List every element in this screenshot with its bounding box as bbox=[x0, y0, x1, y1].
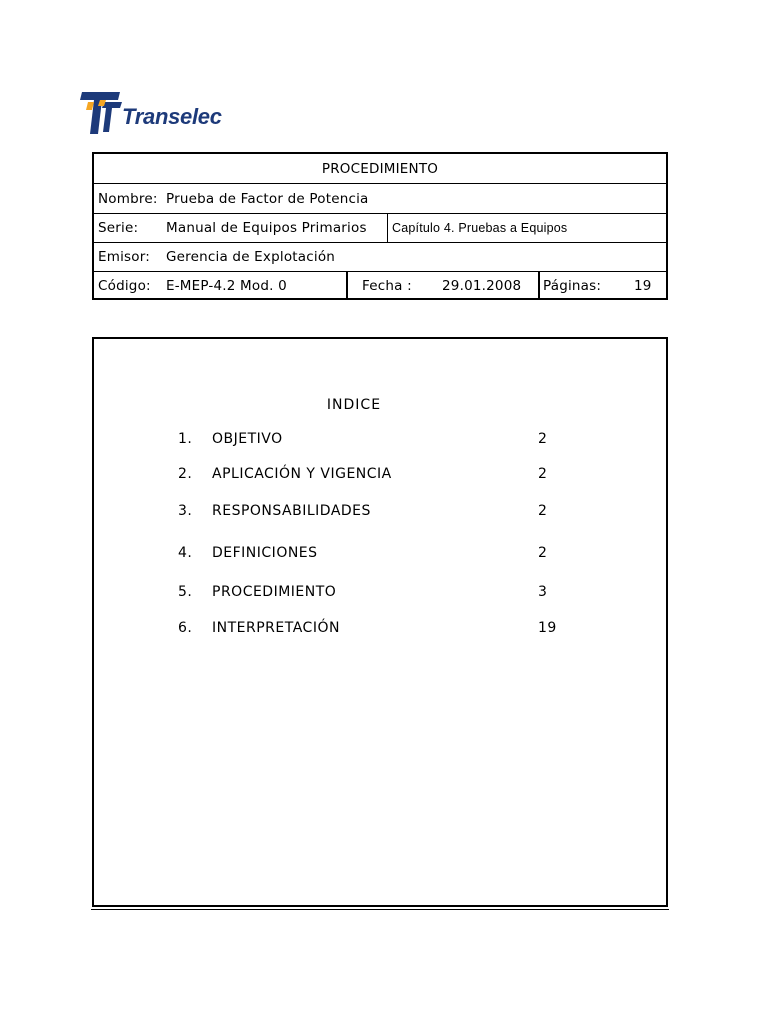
transelec-logo-icon bbox=[80, 88, 124, 136]
capitulo-value: Capítulo 4. Pruebas a Equipos bbox=[392, 221, 568, 235]
index-item-label: INTERPRETACIÓN bbox=[212, 620, 340, 636]
serie-row bbox=[94, 214, 666, 243]
index-item-label: DEFINICIONES bbox=[212, 545, 318, 561]
company-logo bbox=[80, 88, 250, 138]
index-item-label: APLICACIÓN Y VIGENCIA bbox=[212, 466, 392, 482]
index-box bbox=[92, 337, 668, 907]
index-item-number: 5. bbox=[178, 584, 193, 600]
codigo-divider bbox=[346, 272, 348, 300]
index-item-label: OBJETIVO bbox=[212, 431, 283, 447]
index-item-page: 2 bbox=[538, 545, 548, 561]
index-item bbox=[94, 503, 666, 523]
serie-divider bbox=[387, 214, 388, 242]
codigo-value: E-MEP-4.2 Mod. 0 bbox=[166, 278, 287, 294]
emisor-row bbox=[94, 243, 666, 272]
emisor-label: Emisor: bbox=[98, 249, 150, 265]
codigo-label: Código: bbox=[98, 278, 151, 294]
index-item bbox=[94, 545, 666, 565]
nombre-label: Nombre: bbox=[98, 191, 158, 207]
index-item-page: 2 bbox=[538, 466, 548, 482]
index-item-page: 2 bbox=[538, 503, 548, 519]
index-item-label: PROCEDIMIENTO bbox=[212, 584, 337, 600]
nombre-value: Prueba de Factor de Potencia bbox=[166, 191, 369, 207]
serie-value: Manual de Equipos Primarios bbox=[166, 220, 367, 236]
index-item bbox=[94, 620, 666, 640]
index-item-label: RESPONSABILIDADES bbox=[212, 503, 371, 519]
index-item-page: 19 bbox=[538, 620, 557, 636]
index-item bbox=[94, 431, 666, 451]
logo-text: Transelec bbox=[122, 104, 222, 129]
procedure-header-table bbox=[92, 152, 668, 300]
fecha-divider bbox=[538, 272, 540, 300]
index-item bbox=[94, 466, 666, 486]
nombre-row bbox=[94, 184, 666, 214]
index-item-number: 4. bbox=[178, 545, 193, 561]
paginas-value: 19 bbox=[634, 278, 652, 294]
procedure-title: PROCEDIMIENTO bbox=[321, 161, 439, 177]
index-item-number: 2. bbox=[178, 466, 193, 482]
fecha-value: 29.01.2008 bbox=[442, 278, 522, 294]
serie-label: Serie: bbox=[98, 220, 139, 236]
index-title: INDICE bbox=[326, 397, 382, 413]
index-item-page: 2 bbox=[538, 431, 548, 447]
index-item-number: 3. bbox=[178, 503, 193, 519]
index-item-page: 3 bbox=[538, 584, 548, 600]
codigo-row bbox=[94, 272, 666, 300]
fecha-label: Fecha : bbox=[362, 278, 412, 294]
index-item-number: 1. bbox=[178, 431, 193, 447]
header-title-row bbox=[94, 154, 666, 184]
paginas-label: Páginas: bbox=[543, 278, 602, 294]
index-item bbox=[94, 584, 666, 604]
emisor-value: Gerencia de Explotación bbox=[166, 249, 336, 265]
index-item-number: 6. bbox=[178, 620, 193, 636]
